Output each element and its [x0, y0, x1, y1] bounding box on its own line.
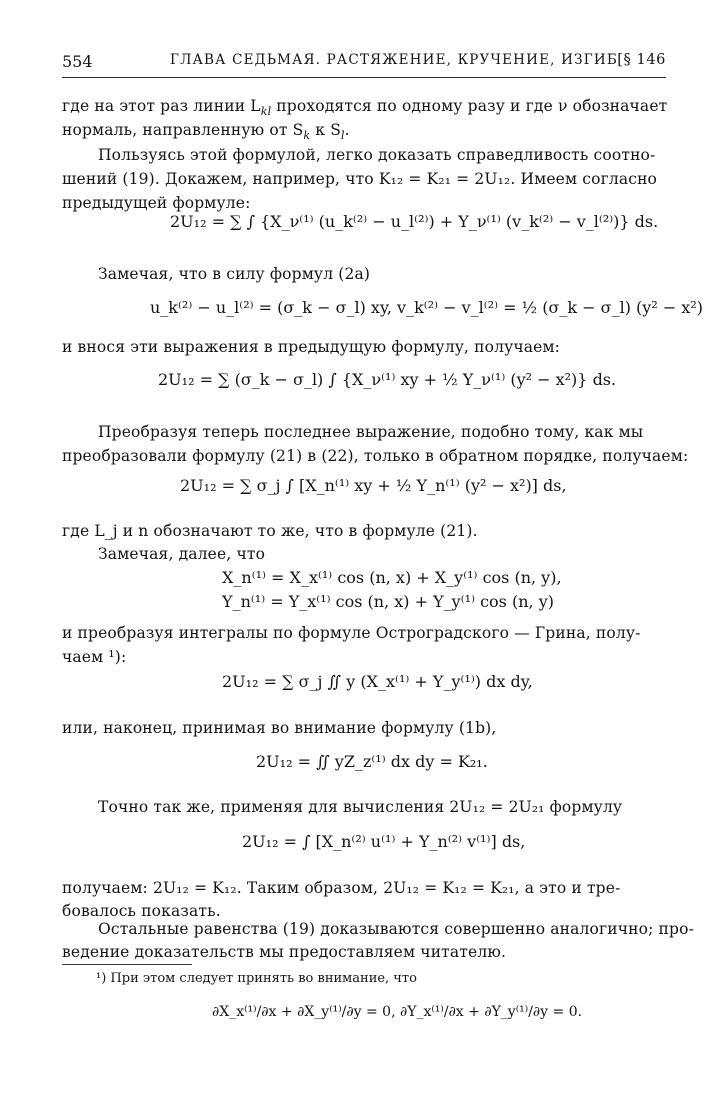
equation-8: 2U₁₂ = ∫ [X_n⁽²⁾ u⁽¹⁾ + Y_n⁽²⁾ v⁽¹⁾] ds,	[242, 832, 526, 851]
page-number: 554	[62, 52, 93, 71]
paragraph-8-line-1: и преобразуя интегралы по формуле Остроградского — Грина, полу-	[62, 624, 641, 642]
paragraph-7: Замечая, далее, что	[98, 545, 266, 563]
paragraph-1-line-1: где на этот раз линии $L_{kl}$ проходятся по одному разу и где ν обозначает	[62, 97, 668, 118]
equation-1: 2U₁₂ = ∑ ∫ {X_ν⁽¹⁾ (u_k⁽²⁾ − u_l⁽²⁾) + Y_ν⁽¹⁾ (v_k⁽²⁾ − v_l⁽²⁾)} ds.	[170, 212, 659, 231]
paragraph-4: и внося эти выражения в предыдущую формулу, получаем:	[62, 338, 561, 356]
equation-6: 2U₁₂ = ∑ σ_j ∬ y (X_x⁽¹⁾ + Y_y⁽¹⁾) dx dy,	[222, 672, 533, 691]
paragraph-2-line-1: Пользуясь этой формулой, легко доказать справедливость соотно-	[98, 146, 656, 164]
paragraph-6: где L_j и n обозначают то же, что в формуле (21).	[62, 522, 478, 540]
paragraph-9: или, наконец, принимая во внимание формулу (1b),	[62, 719, 497, 737]
paragraph-2-line-2: шений (19). Докажем, например, что K₁₂ = K₂₁ = 2U₁₂. Имеем согласно	[62, 170, 658, 188]
paragraph-10: Точно так же, применяя для вычисления 2U₁₂ = 2U₂₁ формулу	[98, 798, 623, 816]
footnote-formula: ∂X_x⁽¹⁾/∂x + ∂X_y⁽¹⁾/∂y = 0, ∂Y_x⁽¹⁾/∂x + ∂Y_y⁽¹⁾/∂y = 0.	[212, 1004, 583, 1020]
footnote-rule	[62, 964, 192, 965]
equation-5a: X_n⁽¹⁾ = X_x⁽¹⁾ cos (n, x) + X_y⁽¹⁾ cos (n, y),	[222, 568, 562, 587]
paragraph-1-line-2: нормаль, направленную от $S_k$ к $S_l$.	[62, 121, 350, 142]
paragraph-8-line-2: чаем ¹):	[62, 648, 127, 666]
running-header	[62, 52, 666, 74]
equation-7: 2U₁₂ = ∬ yZ_z⁽¹⁾ dx dy = K₂₁.	[256, 752, 488, 771]
section-marker: [§ 146	[617, 52, 666, 68]
paragraph-11-line-2: бовалось показать.	[62, 902, 221, 920]
footnote-text: ¹) При этом следует принять во внимание, что	[96, 971, 417, 986]
equation-3: 2U₁₂ = ∑ (σ_k − σ_l) ∫ {X_ν⁽¹⁾ xy + ½ Y_ν⁽¹⁾ (y² − x²)} ds.	[158, 370, 617, 389]
equation-2: u_k⁽²⁾ − u_l⁽²⁾ = (σ_k − σ_l) xy, v_k⁽²⁾ − v_l⁽²⁾ = ½ (σ_k − σ_l) (y² − x²)	[150, 298, 703, 317]
paragraph-12-line-2: ведение доказательств мы предоставляем читателю.	[62, 943, 507, 961]
paragraph-12-line-1: Остальные равенства (19) доказываются совершенно аналогично; про-	[98, 920, 694, 938]
paragraph-3: Замечая, что в силу формул (2a)	[98, 265, 371, 283]
paragraph-11-line-1: получаем: 2U₁₂ = K₁₂. Таким образом, 2U₁₂ = K₁₂ = K₂₁, а это и тре-	[62, 879, 621, 897]
equation-4: 2U₁₂ = ∑ σ_j ∫ [X_n⁽¹⁾ xy + ½ Y_n⁽¹⁾ (y² − x²)] ds,	[180, 476, 567, 495]
paragraph-5-line-2: преобразовали формулу (21) в (22), только в обратном порядке, получаем:	[62, 447, 689, 465]
equation-5b: Y_n⁽¹⁾ = Y_x⁽¹⁾ cos (n, x) + Y_y⁽¹⁾ cos (n, y)	[222, 592, 554, 611]
paragraph-5-line-1: Преобразуя теперь последнее выражение, подобно тому, как мы	[98, 423, 644, 441]
paragraph-2-line-3: предыдущей формуле:	[62, 194, 251, 212]
header-rule	[62, 77, 666, 78]
running-head-title: ГЛАВА СЕДЬМАЯ. РАСТЯЖЕНИЕ, КРУЧЕНИЕ, ИЗГИБ	[170, 52, 618, 68]
